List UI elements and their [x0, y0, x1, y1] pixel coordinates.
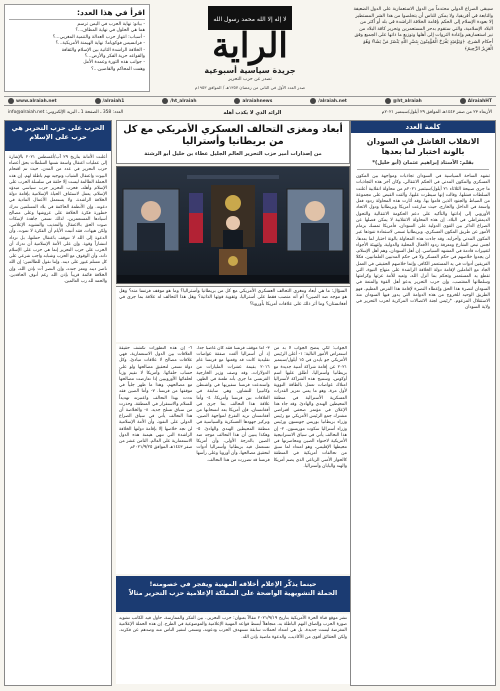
- secondary-article-header: [116, 576, 350, 612]
- contents-item[interactable]: هما هي الحلول في نهاية المطاف...؟: [75, 28, 145, 34]
- newspaper-name: الراية: [212, 26, 288, 66]
- secondary-article-subtitle: الحملة التشويهية الواضحة على المملكة الإعلامية حزب التحرير مثالاً: [128, 589, 338, 597]
- publisher-line: تصدر عن حزب التحرير: [228, 77, 272, 82]
- masthead: [0, 0, 500, 94]
- contents-item[interactable]: - جوانب هذه الثورة وعمدة الأمل: [83, 60, 145, 66]
- social-link-instagram[interactable]: /alraiah.net: [310, 98, 347, 104]
- masthead-quote: سيبقى الصراع الدولي محتدماً بين الدول الاستعمارية على الدول الضعيفة والتابعة في أفريقيا، ولا يمكن للناس أن يتخلصوا من هذا الشر المستطير إلا بعودة الإسلام إلى الحكم بإقامة الخلافة الراشدة في بلد أو أكثر من البلاد الإسلامية، والتي ستقوم بدحر المستعمرين وتحرير كافة البلاد من نير استعمارهم وإعادة الثروات إلى أهلها وتوزيع ما ذاتها على الجميع وفق أحكام الشرع. ﴿وَيَوْمَئِذٍ يَفْرَحُ الْمُؤْمِنُونَ بِنَصْرِ اللَّهِ يَنْصُرُ مَنْ يَشَاءُ وَهُوَ الْعَزِيزُ الرَّحِيمُ﴾: [353, 7, 493, 52]
- main-article-title[interactable]: أبعاد ومغزى التحالف العسكري الأمريكي مع كل من بريطانيا وأستراليا: [123, 124, 343, 147]
- main-article-header: [116, 120, 350, 164]
- youtube-icon: [385, 98, 391, 104]
- main-article-question: السؤال: ما هي أبعاد ومغزى التحالف العسكري الأمريكي مع كل من بريطانيا وأستراليا؟ وما هو موقف فرنسا منه؟ وهل هو موجه ضد الصين؟ أم أنه منصب فقط على أستراليا، وتقوية قوتها الذاتية؟ وهل هذا التحالف له علاقة بما جرى في أفغانستان؟ وما أثر ذلك على علاقات أمريكا بأوروبا؟: [116, 286, 350, 342]
- contents-item[interactable]: - فرانسيس فوكوياما: نهاية الهيمنة الأمريكية...؟: [55, 41, 145, 47]
- flag-text: لا إله إلا الله محمد رسول الله: [213, 16, 287, 23]
- instagram-icon: [310, 98, 316, 104]
- contents-title: اقرأ في هذا العدد:: [9, 8, 145, 20]
- article-column-1: الجواب: لكي يتضح الجواب لا بد من استعراض الأمور التالية: ١- أعلن الرئيس الأمريكي جو بايدن في ١٥ أيلول/سبتمبر ٢٠٢١ عن إقامة شراكة أمنية جديدة مع بريطانيا وأستراليا، أطلق عليها اسم أوكوس، وستتيح هذه الشراكة لأستراليا امتلاك غواصات تعمل بالطاقة النووية لأول مرة، وهو ما يعني تعزيز القدرات العسكرية الأسترالية في منطقة المحيطين الهندي والهادئ. وقد جاء هذا الإعلان في مؤتمر صحفي افتراضي مشترك جمع الرئيس الأمريكي مع رئيس وزراء بريطانيا بوريس جونسون ورئيس وزراء أستراليا سكوت موريسون. ٢- إن هذا التحالف يأتي في سياق الاستراتيجية الأمريكية لاحتواء الصين ومحاصرتها في محيطها الإقليمي، وهو امتداد لما سبق من تحالفات أمريكية في المنطقة كالحوار الأمني الرباعي الذي يضم أمريكا والهند واليابان وأستراليا.: [273, 346, 347, 469]
- contents-item[interactable]: - الخلافة الراشدة الثانية بين الإسلام والثقافة: [61, 47, 145, 53]
- left-article-title[interactable]: الحرب على حزب التحرير هي حرب على الإسلام: [5, 121, 111, 151]
- contents-list: [9, 22, 145, 73]
- contents-item[interactable]: وهمت المحاكم والقاضين...؟: [91, 66, 145, 72]
- newspaper-tagline: جريدة سياسية أسبوعية: [204, 66, 296, 75]
- main-article-subtitle: من إصدارات أمير حزب التحرير العالم الجليل عطاء بن خليل أبو الرشتة: [144, 151, 322, 157]
- facebook-icon: [95, 98, 101, 104]
- editorial-column: [350, 120, 496, 686]
- first-issue-line: صدر العدد الأول في الثاني من رمضان ١٣٥٧هـ / الموافق ١٩٥٣م: [194, 85, 306, 90]
- article-column-2: ٣- أما موقف فرنسا فقد كان غاضباً جداً، إذ أن أستراليا ألغت صفقة غواصات تقليدية كانت قد وقعتها مع فرنسا عام ٢٠١٦ بقيمة عشرات المليارات من الدولارات، وقد وصف وزير الخارجية الفرنسي ما جرى بأنه طعنة في الظهر، واستدعت فرنسا سفيريها في واشنطن وكانبيرا للتشاور، وهي سابقة في العلاقات بين فرنسا وأمريكا. ٤- وأما علاقة هذا التحالف بما جرى في أفغانستان، فإن أمريكا بعد انسحابها من أفغانستان تريد التفرغ لمواجهة الصين، وتركيز جهودها العسكرية والسياسية في منطقة المحيطين الهندي والهادئ. ٥- وهكذا يتبين أن هذا التحالف موجه ضد الصين بالدرجة الأولى، وأن أمريكا تستعمل فيه بريطانيا وأستراليا أدوات لتحقيق مصالحها، وأن أوروبا وعلى رأسها فرنسا قد تضررت من هذا التحالف.: [196, 346, 270, 463]
- social-link-telegram[interactable]: alraiahnews: [234, 98, 272, 104]
- issue-date: الأربعاء ٢٣ من صفر ١٤٤٣هـ الموافق ٢٩ أيلول/سبتمبر ٢٠٢١م: [381, 110, 492, 115]
- photo-illustration: [117, 167, 349, 283]
- article-column-3: ٦- إن هذه التطورات تكشف حقيقة العلاقات بين الدول الاستعمارية، فهي علاقات مصالح لا علاقات مبادئ، وكل دولة تسعى لتحقيق مصالحها ولو على حساب حلفائها. وأمريكا لا تقيم وزناً لحلفائها الأوروبيين إذا تعارضت مصالحها مع مصالحهم، وهذا ما ظهر جلياً في موقفها من فرنسا. ٧- وأما الصين فقد نددت بهذا التحالف واعتبرته تهديداً للسلام والاستقرار في المنطقة، وحذرت من سباق تسلح جديد. ٨- والخلاصة أن هذا التحالف يأتي في سياق الصراع الدولي على النفوذ، وأن الأمة الإسلامية لن تجد خلاصها إلا بإقامة دولتها الخلافة الراشدة التي تنهي هيمنة هذه الدول الاستعمارية على العالم. الثامن عشر من صفر ١٤٤٣هـ الموافق ٢٠٢١/٩/٢٥م: [119, 346, 193, 451]
- editorial-header: كلمة العدد: [351, 121, 495, 133]
- issue-number-email: العدد: 358 ـ الصفحة 1 ـ البريد الإلكتروني: info@alraiah.net: [8, 110, 124, 115]
- left-article-column: [4, 120, 112, 686]
- social-link-website[interactable]: www.alraiah.net: [8, 98, 57, 104]
- press-conference-photo: [116, 166, 350, 284]
- contents-item[interactable]: - بيانو: نهاية الحرب في اليمن ترسم: [77, 22, 145, 27]
- slogan: الرائد الذي لا يكذب أهله: [223, 109, 282, 116]
- telegram-icon: [234, 98, 240, 104]
- main-article: [116, 120, 350, 686]
- date-bar: [4, 108, 496, 117]
- secondary-article-title[interactable]: حينما يذكّر الإعلام أخلاقه المهنية ويفجر في خصومته!: [149, 580, 317, 588]
- issue-contents-box: [4, 4, 150, 92]
- editorial-title[interactable]: الانقلاب الفاشل في السودان بالونة اختبار لما بعدها: [366, 137, 480, 156]
- share-icon: [460, 98, 466, 104]
- social-link-twitter[interactable]: /ht_alraiah: [162, 98, 196, 104]
- social-link-facebook[interactable]: /alraiah1: [95, 98, 125, 104]
- editorial-body: تشهد الساحة السياسية في السودان تجاذبات ومواجهة بين المكون العسكري والمكون المدني في الحكم الانتقالي، وكان آخر هذه التجاذبات ما جرى صبيحة الثلاثاء ٢١ أيلول/سبتمبر ٢٠٢١م من محاولة انقلابية أعلنت السلطات فشلها، وقالت إنها سيطرت عليها، وألقت القبض على مجموعة من الضباط والجنود الذين قاموا بها. وقد أثارت هذه المحاولة ردود فعل واسعة في الداخل والخارج، حيث سارعت أمريكا وبريطانيا ودول الاتحاد الأوروبي إلى إدانتها والتأكيد على دعم الحكومة الانتقالية والتحول الديمقراطي في البلاد. إن هذه المحاولة الانقلابية لا يمكن فصلها عن الصراع الدائر بين القوى الدولية على السودان، فأمريكا تمسك بزمام الأمور عن طريق المكون العسكري، وبريطانيا تسعى لاستعادة نفوذها عبر المكون المدني وأحزابه. وقد جاءت هذه المحاولة بالونة اختبار لما بعدها، لجس نبض الشارع ومعرفة ردود الأفعال المحلية والدولية، ولتهيئة الأجواء لتغييرات قادمة في المشهد السياسي. إن أهل السودان، وهم أهل الإسلام، لن يجدوا خلاصهم في حكم العسكر ولا في حكم المدنيين العلمانيين، فكلا الفريقين أدوات في يد المستعمر الكافر، وإنما خلاصهم الحقيقي في العمل الجاد مع العاملين لإقامة دولة الخلافة الراشدة على منهاج النبوة، التي تقطع يد المستعمر وتحكم بما أنزل الله، وتعيد للأمة عزتها وكرامتها وسلطانها المغتصب. وإن حزب التحرير يدعو أهل القوة والمنعة في السودان لنصرة هذا الحق وإعطاء النصرة لإقامة هذا الفرض العظيم، فهو الطريق الوحيد للخروج من هذه الدوامة التي يدور فيها السودان منذ الاستقلال المزعوم. *رئيس لجنة الاتصالات المركزية لحزب التحرير في ولاية السودان: [356, 174, 490, 311]
- contents-item[interactable]: والقواعد حرية الفكر والأرض...؟: [84, 54, 145, 60]
- contents-item[interactable]: - أسباب: انتهاز حزب العدالة والتنمية المغربي...؟: [52, 34, 145, 40]
- social-link-youtube[interactable]: @ht_alraiah: [385, 98, 422, 104]
- secondary-article-body: نشر موقع قناة الحرة الأمريكية بتاريخ ٢٠٢١/٩/١٩ مقالاً بعنوان: حزب التحرير.. بين الفكر والممارسة، حاول فيه الكاتب تشويه صورة الحزب وإلصاق التهم الباطلة به، متجاهلاً أبسط قواعد المهنية الإعلامية والموضوعية في الطرح. إن هذه الحملة الإعلامية المغرضة ليست جديدة، بل هي امتداد لحملات سابقة تستهدف الحزب ودعوته، وتسعى لتنفير الناس منه وصدهم عن فكرته. ولكن الحقائق أقوى من الأكاذيب، والدعوة ماضية بإذن الله.: [116, 614, 350, 684]
- social-links-bar: [4, 96, 496, 106]
- twitter-icon: [162, 98, 168, 104]
- editorial-byline: بقلم: الأستاذ إبراهيم عثمان (أبو خليل)*: [357, 159, 489, 170]
- social-link-other[interactable]: AlraiahHT: [460, 98, 492, 104]
- main-article-body: [116, 344, 350, 574]
- left-article-body: أعلنت الأمانة بتاريخ ٢٩ آب/أغسطس ٢٠٢١ بالإشارة إلى عمليات اعتقال واسعة شنتها السلطات بحق أعضاء حزب التحرير في عدد من المدن، حيث تم اقتحام البيوت واعتقال الشباب وتوجيه تهم باطلة لهم. إن هذه الحملة الظالمة ليست إلا حلقة في سلسلة الحرب على الإسلام وأهله، فحزب التحرير حزب سياسي مبدؤه الإسلام، يعمل لاستئناف الحياة الإسلامية بإقامة دولة الخلافة الراشدة، ولا يستعمل الأعمال المادية في دعوته. وإن الأنظمة الحاكمة في بلاد المسلمين تدرك خطورة فكرة الخلافة على عروشها وعلى مصالح أسيادها المستعمرين، لذلك تسعى جاهدة لإسكات صوت الحق بالاعتقال والتعذيب والتشويه الإعلامي. ولكن هيهات، فقد أثبتت الأيام أن الفكرة لا تموت، وأن الدعوة إلى الله لا تتوقف باعتقال حملتها، بل تزداد انتشاراً وقوة. وإن على الأمة الإسلامية أن تدرك أن الحرب على حزب التحرير إنما هي حرب على الإسلام ذاته، وأن الوقوف مع الحزب وشبابه واجب شرعي على كل مسلم غيور على دينه. وإننا نقول للظالمين: إن الله ناصر دينه ومعز جنده، وإن النصر آت بإذن الله، وإن الخلافة قائمة قريباً بإذن الله رغم أنوف الحاقدين. والحمد لله رب العالمين.: [9, 155, 107, 285]
- masthead-logo: [160, 4, 340, 92]
- globe-icon: [8, 98, 14, 104]
